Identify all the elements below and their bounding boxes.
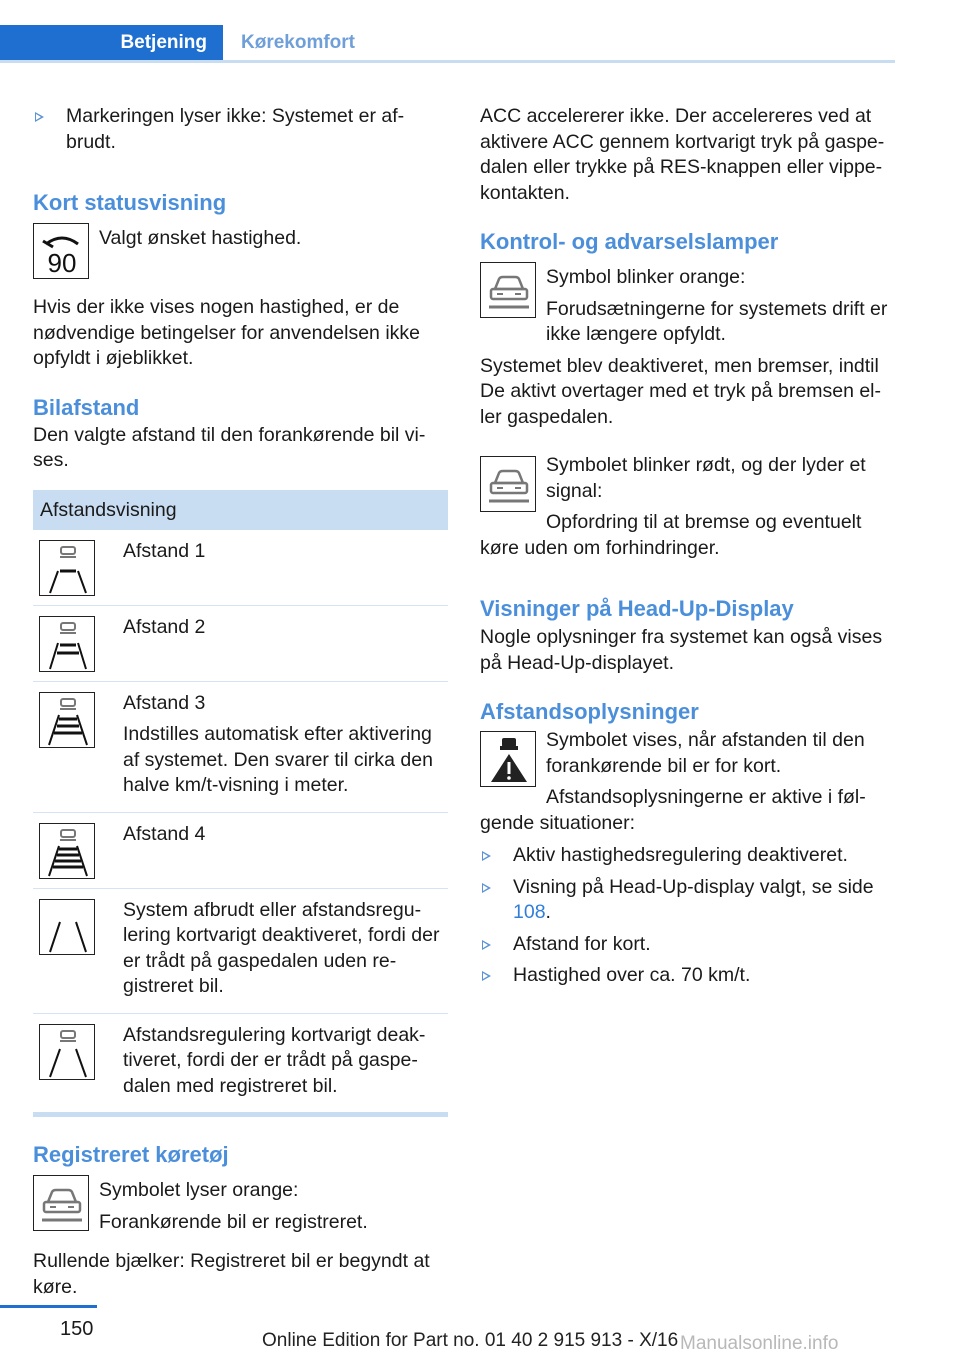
page-number-rule (0, 1305, 97, 1308)
watermark: Manualsonline.info (680, 1333, 839, 1354)
triangle-bullet-icon (35, 112, 44, 122)
triangle-bullet-icon (482, 940, 491, 950)
registered-car-icon (33, 1175, 89, 1231)
paragraph-acc: ACC accelererer ikke. Der accelereres ved at aktivere ACC gennem kortvarigt tryk på gaspe-dalen eller trykke på RES-knappen eller vippe-kontakten. (480, 105, 885, 204)
registered-line-1: Symbolet lyser orange: (99, 1179, 299, 1201)
list-item: Hastighed over ca. 70 km/t. (480, 963, 898, 989)
lane-lines-icon (39, 899, 95, 955)
distance-2-icon (39, 616, 95, 672)
distance-warning-icon (480, 731, 536, 787)
table-row: Afstand 4 (33, 813, 448, 889)
distance-info-row: Symbolet vises, når afstanden til den forankørende bil er for kort. Afstandsoplysningerne er aktive i føl-gende situationer: (480, 729, 866, 834)
page-header (0, 25, 895, 63)
table-row: Afstandsregulering kortvarigt deak-tiveret, fordi der er trådt på gaspe-dalen med registreret bil. (33, 1014, 448, 1113)
distance-3-icon (39, 692, 95, 748)
heading-registreret-koretoj: Registreret køretøj (33, 1142, 229, 1167)
distance-1-icon (39, 540, 95, 596)
warning-car-red-icon (480, 456, 536, 512)
list-item: Aktiv hastighedsregulering deaktiveret. (480, 843, 898, 869)
tab-korekomfort[interactable]: Kørekomfort (241, 32, 356, 53)
distance-4-icon (39, 823, 95, 879)
table-row: System afbrudt eller afstandsregu-lering kortvarigt deaktiveret, fordi der er trådt på gaspedalen uden re-gistreret bil. (33, 889, 448, 1014)
paragraph-hud: Nogle oplysninger fra systemet kan også vises på Head-Up-displayet. (480, 626, 883, 674)
registered-line-2: Forankørende bil er registreret. (99, 1210, 368, 1233)
car-lane-lines-icon (39, 1024, 95, 1080)
speed-number: 90 (47, 248, 77, 278)
warning-lamp-row-1: Symbol blinker orange: Forudsætningerne for systemets drift er ikke længere opfyldt. (480, 262, 898, 348)
header-rule (0, 60, 895, 63)
speedometer-90-icon (33, 223, 89, 279)
paragraph-bilafstand: Den valgte afstand til den forankørende bil vi-ses. (33, 423, 426, 471)
paragraph-deaktiveret: Systemet blev deaktiveret, men bremser, indtil De aktivt overtager med et tryk på bremsen el-ler gaspedalen. (480, 354, 881, 428)
heading-bilafstand: Bilafstand (33, 394, 140, 420)
warning-car-orange-icon (480, 262, 536, 318)
distance-table (33, 490, 448, 1118)
triangle-bullet-icon (482, 883, 491, 893)
heading-afstandsoplysninger: Afstandsoplysninger (480, 699, 699, 724)
list-item: Markeringen lyser ikke: Systemet er af-brudt. (33, 104, 448, 155)
status-row (33, 223, 448, 279)
triangle-bullet-icon (482, 851, 491, 861)
registered-row (33, 1175, 448, 1235)
triangle-bullet-icon (482, 971, 491, 981)
left-column (33, 100, 448, 1300)
heading-kort-statusvisning: Kort statusvisning (33, 190, 227, 215)
situation-list (480, 843, 898, 989)
list-item: Visning på Head-Up-display valgt, se side 108. (480, 875, 898, 926)
table-header: Afstandsvisning (33, 490, 448, 530)
heading-head-up-display: Visninger på Head-Up-Display (480, 596, 794, 621)
right-column (480, 100, 898, 989)
table-row: Afstand 2 (33, 606, 448, 682)
page-number: 150 (60, 1318, 94, 1340)
edition-footer: Online Edition for Part no. 01 40 2 915 913 - X/16 (262, 1330, 679, 1351)
table-row: Afstand 3 Indstilles automatisk efter aktivering af systemet. Den svarer til cirka den halve km/t-visning i meter. (33, 682, 448, 813)
paragraph-hastighed: Hvis der ikke vises nogen hastighed, er de nødvendige betingelser for anvendelsen ikke opfyldt i øjeblikket. (33, 296, 421, 369)
heading-kontrol: Kontrol- og advarselslamper (480, 229, 779, 254)
paragraph-rullende: Rullende bjælker: Registreret bil er begyndt at køre. (33, 1250, 430, 1298)
table-end-rule (33, 1112, 448, 1117)
status-text: Valgt ønsket hastighed. (99, 227, 302, 249)
tab-betjening[interactable]: Betjening (0, 25, 223, 63)
list-item: Afstand for kort. (480, 932, 898, 958)
page-link-108[interactable]: 108 (513, 901, 546, 923)
table-row: Afstand 1 (33, 530, 448, 606)
warning-lamp-row-2: Symbolet blinker rødt, og der lyder et signal: Opfordring til at bremse og eventuelt køre uden om forhindringer. (480, 454, 866, 559)
